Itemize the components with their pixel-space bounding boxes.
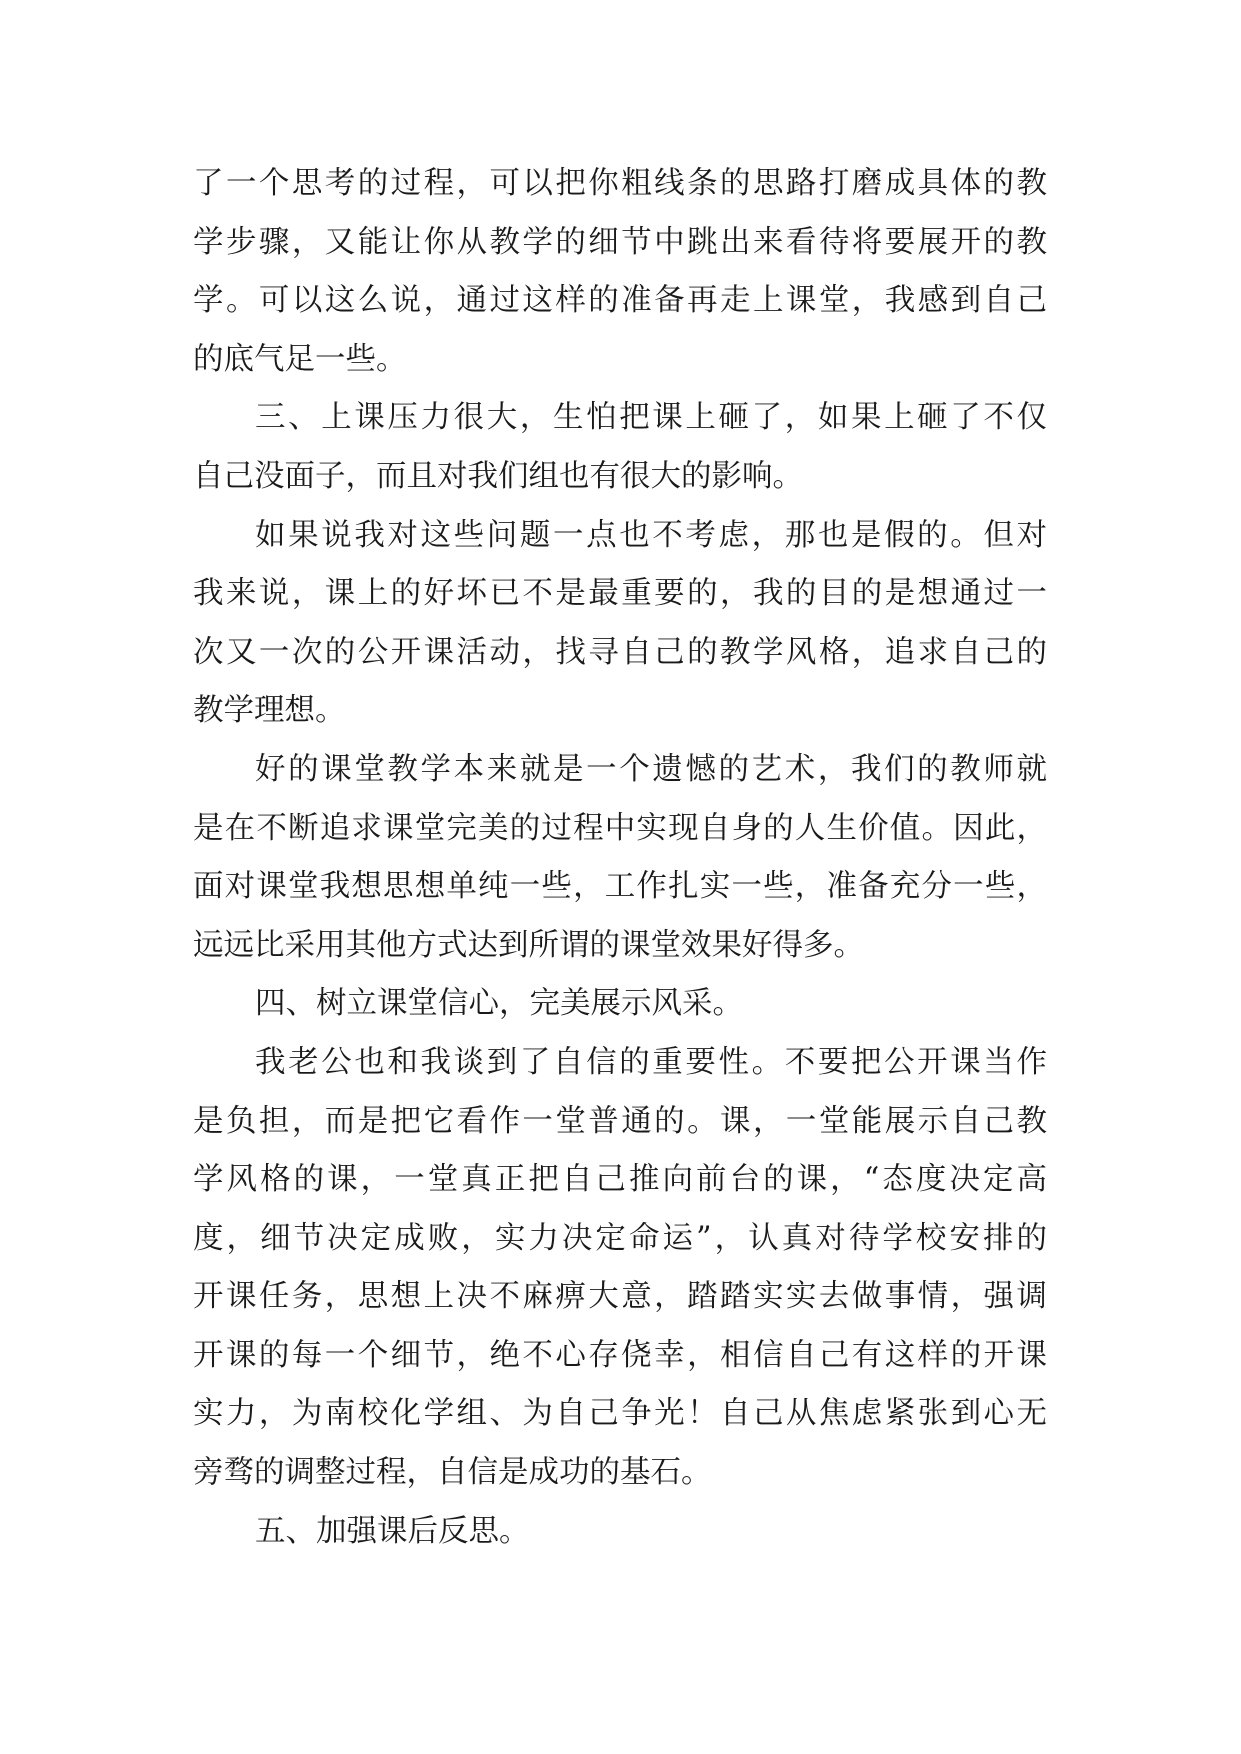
paragraph-line: 是在不断追求课堂完美的过程中实现自身的人生价值。因此， bbox=[193, 810, 1047, 846]
paragraph-line: 如果说我对这些问题一点也不考虑，那也是假的。但对 bbox=[255, 517, 1047, 553]
paragraph-2-heading-three bbox=[193, 389, 1047, 506]
paragraph-line: 学步骤，又能让你从教学的细节中跳出来看待将要展开的教 bbox=[193, 224, 1047, 260]
paragraph-6 bbox=[193, 1034, 1047, 1503]
paragraph-line: 四、树立课堂信心，完美展示风采。 bbox=[255, 986, 743, 1022]
paragraph-7-heading-five bbox=[193, 1503, 1047, 1562]
paragraph-line: 次又一次的公开课活动，找寻自己的教学风格，追求自己的 bbox=[193, 634, 1047, 670]
paragraph-line: 自己没面子，而且对我们组也有很大的影响。 bbox=[193, 458, 803, 494]
paragraph-line: 实力，为南校化学组、为自己争光！自己从焦虑紧张到心无 bbox=[193, 1396, 1047, 1432]
paragraph-line: 学。可以这么说，通过这样的准备再走上课堂，我感到自己 bbox=[193, 283, 1047, 319]
paragraph-line: 好的课堂教学本来就是一个遗憾的艺术，我们的教师就 bbox=[255, 751, 1047, 787]
paragraph-line: 开课任务，思想上决不麻痹大意，踏踏实实去做事情，强调 bbox=[193, 1279, 1047, 1315]
document-body bbox=[193, 155, 1047, 1561]
paragraph-line: 度，细节决定成败，实力决定命运”，认真对待学校安排的 bbox=[193, 1220, 1047, 1256]
paragraph-line: 旁骛的调整过程，自信是成功的基石。 bbox=[193, 1455, 712, 1491]
paragraph-line: 我来说，课上的好坏已不是最重要的，我的目的是想通过一 bbox=[193, 576, 1047, 612]
paragraph-line: 开课的每一个细节，绝不心存侥幸，相信自己有这样的开课 bbox=[193, 1337, 1047, 1373]
paragraph-line: 教学理想。 bbox=[193, 693, 346, 729]
paragraph-line: 的底气足一些。 bbox=[193, 341, 407, 377]
paragraph-4 bbox=[193, 741, 1047, 975]
paragraph-line: 了一个思考的过程，可以把你粗线条的思路打磨成具体的教 bbox=[193, 166, 1047, 201]
paragraph-line: 我老公也和我谈到了自信的重要性。不要把公开课当作 bbox=[255, 1044, 1047, 1080]
paragraph-3 bbox=[193, 507, 1047, 741]
paragraph-line: 五、加强课后反思。 bbox=[255, 1513, 530, 1549]
paragraph-line: 学风格的课，一堂真正把自己推向前台的课，“态度决定高 bbox=[193, 1162, 1047, 1198]
paragraph-line: 三、上课压力很大，生怕把课上砸了，如果上砸了不仅 bbox=[255, 400, 1047, 436]
paragraph-line: 面对课堂我想思想单纯一些，工作扎实一些，准备充分一些， bbox=[193, 869, 1047, 905]
paragraph-1 bbox=[193, 155, 1047, 389]
paragraph-line: 远远比采用其他方式达到所谓的课堂效果好得多。 bbox=[193, 927, 864, 963]
paragraph-line: 是负担，而是把它看作一堂普通的。课，一堂能展示自己教 bbox=[193, 1103, 1047, 1139]
paragraph-5-heading-four bbox=[193, 975, 1047, 1034]
